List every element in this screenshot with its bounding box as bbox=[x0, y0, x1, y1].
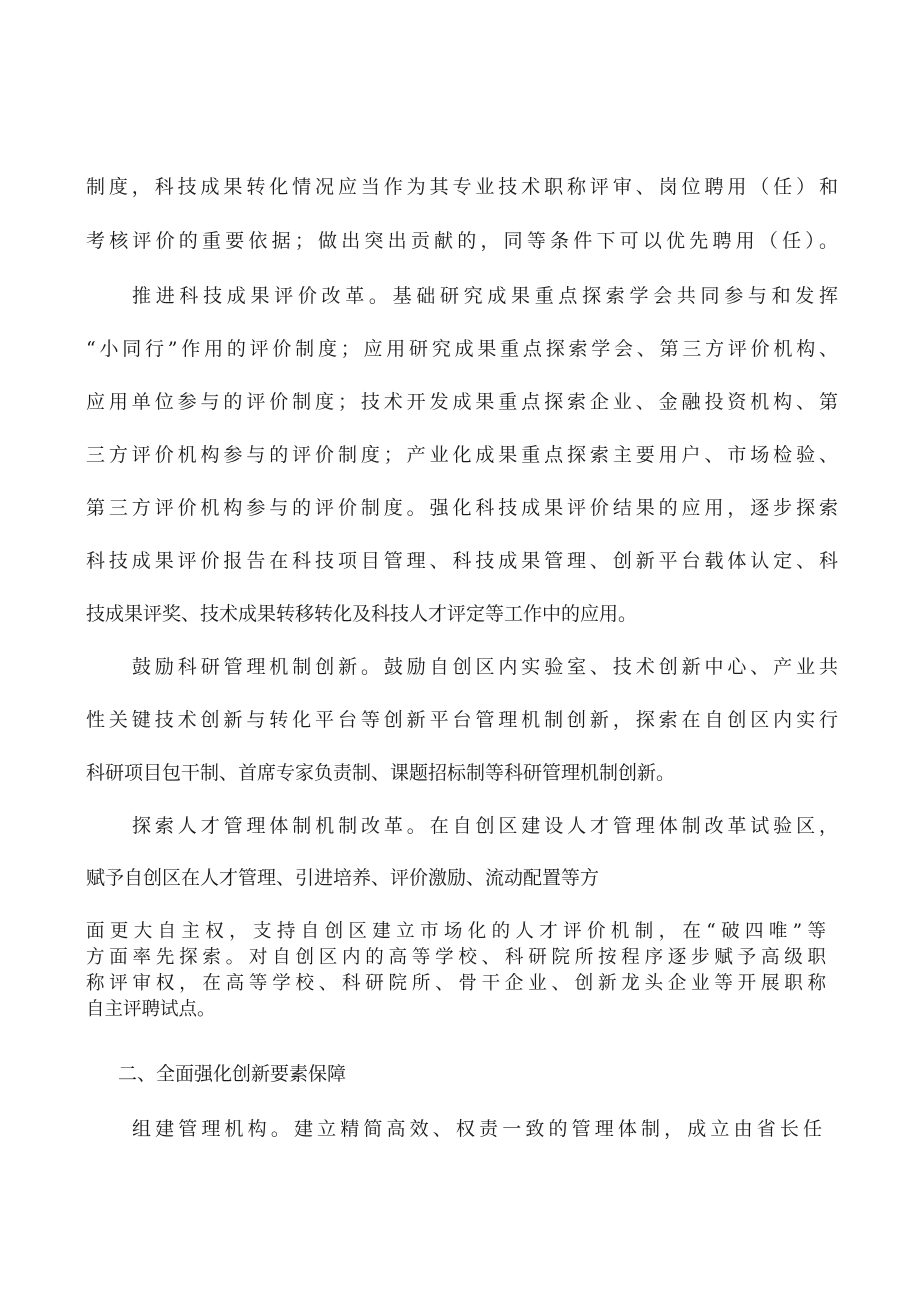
paragraph-1-line-1: 制度，科技成果转化情况应当作为其专业技术职称评审、岗位聘用（任）和 bbox=[86, 176, 838, 198]
paragraph-2-line-6: 科技成果评价报告在科技项目管理、科技成果管理、创新平台载体认定、科 bbox=[86, 550, 838, 572]
paragraph-2-line-3: 应用单位参与的评价制度；技术开发成果重点探索企业、金融投资机构、第 bbox=[86, 391, 838, 413]
paragraph-5-line-1: 面更大自主权，支持自创区建立市场化的人才评价机制，在“破四唯”等 bbox=[86, 921, 826, 942]
paragraph-4-line-2: 赋予自创区在人才管理、引进培养、评价激励、流动配置等方 bbox=[86, 867, 600, 889]
paragraph-2-line-2: “小同行”作用的评价制度；应用研究成果重点探索学会、第三方评价机构、 bbox=[86, 338, 838, 360]
paragraph-3-line-1: 鼓励科研管理机制创新。鼓励自创区内实验室、技术创新中心、产业共 bbox=[132, 656, 838, 678]
paragraph-5-line-2: 方面率先探索。对自创区内的高等学校、科研院所按程序逐步赋予高级职 bbox=[86, 947, 826, 968]
paragraph-1-line-2: 考核评价的重要依据；做出突出贡献的，同等条件下可以优先聘用（任）。 bbox=[86, 230, 838, 252]
paragraph-2-line-1: 推进科技成果评价改革。基础研究成果重点探索学会共同参与和发挥 bbox=[132, 285, 838, 307]
paragraph-2-line-5: 第三方评价机构参与的评价制度。强化科技成果评价结果的应用，逐步探索 bbox=[86, 497, 838, 519]
paragraph-3-line-2: 性关键技术创新与转化平台等创新平台管理机制创新，探索在自创区内实行 bbox=[86, 709, 838, 731]
paragraph-4-line-1: 探索人才管理体制机制改革。在自创区建设人才管理体制改革试验区， bbox=[132, 815, 838, 837]
section-heading: 二、全面强化创新要素保障 bbox=[118, 1063, 347, 1085]
paragraph-5-line-4: 自主评聘试点。 bbox=[86, 999, 216, 1020]
paragraph-2-line-7: 技成果评奖、技术成果转移转化及科技人才评定等工作中的应用。 bbox=[86, 603, 638, 625]
paragraph-2-line-4: 三方评价机构参与的评价制度；产业化成果重点探索主要用户、市场检验、 bbox=[86, 444, 838, 466]
paragraph-5-line-3: 称评审权，在高等学校、科研院所、骨干企业、创新龙头企业等开展职称 bbox=[86, 973, 826, 994]
paragraph-6-line-1: 组建管理机构。建立精简高效、权责一致的管理体制，成立由省长任 bbox=[132, 1118, 822, 1140]
paragraph-3-line-3: 科研项目包干制、首席专家负责制、课题招标制等科研管理机制创新。 bbox=[86, 762, 676, 784]
